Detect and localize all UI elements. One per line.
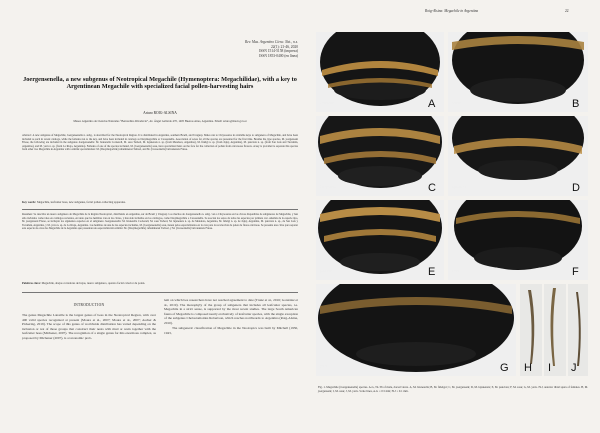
abstract: Abstract: A new subgenus of Megachile, Joergensenella n. subg., is described for the Neotropical Region. It is distributed in Argentina, southern Brazil, and Uruguay. Males run to Chrysosarus in available keys to subgenera of Megachile, and have been included as such in recent catalogs, while the females run to the key, and have been included in catalogs as Dasymegachile or Cressoniella. Association of sexes for all the species are presented for the first time. Besides the type species, M. joergenseni Friese, the following are included in the subgenus Joergensenella: M. brunerella Cockerell, M. sasu Tadwel, M. lujanensis n. sp. (from Mendoza, Argentina), M. fidelgi n. sp. (from Jujuy, Argentina), M. punctata n. sp. (from San Luis and Tucumán, Argentina), and M. yavu n. sp. (from La Rioja, Argentina). Females of one of the species included, M. (Joergensenella) sasu, have specialized hairs on the face for the collection of pollen from ericaceous flowers. A key is provided to separate this species from other two Megachile in Argentina with a similar specialization: M. (Dasymegachile) rubuminensi Tadwel, and M. (Cressoniella) bulcaniensis Friese. bbox=[22, 134, 298, 152]
paper-title: Joergensenella, a new subgenus of Neotropical Megachile (Hymenoptera: Megachilidae), with a key to Argentinean Megachile with specialized facial pollen-harvesting hairs bbox=[23, 76, 297, 91]
abdomen-photo bbox=[448, 200, 588, 280]
keywords-text: Megachile, leafcutter bees, new subgenus, facial pollen-collecting apparatus. bbox=[36, 200, 126, 204]
photo-panel-e bbox=[316, 200, 444, 280]
palabras-clave bbox=[22, 282, 298, 286]
abdomen-photo bbox=[316, 32, 444, 112]
issn-print: ISSN 1514-5158 (impresa) bbox=[259, 49, 298, 54]
palabras-clave-label: Palabras clave: bbox=[22, 281, 41, 285]
figure-caption: Fig. 1. Megachile (Joergensenella) species. A-G, T4-T6 of male, dorsal views. A, M. brunerella; B, M. fidelgoi; C, M. joergenseni; D, M. lujanensis; E, M. punctata; F, M. sasu; G, M. yavu. H-J, anterior tibial spurs of females. H, M. joergenseni; I, M. sasu; J, M. yavu. Scale lines, A-G = 0.5 mm; H-J = 0.1 mm. bbox=[318, 385, 588, 393]
divider bbox=[22, 209, 298, 210]
panel-letter: G bbox=[500, 362, 509, 374]
photo-panel-i bbox=[544, 284, 566, 376]
figure-plate bbox=[316, 32, 588, 382]
photo-panel-g bbox=[316, 284, 516, 376]
panel-letter: F bbox=[572, 266, 579, 278]
panel-species-label: brunerella bbox=[320, 101, 335, 105]
panel-letter: A bbox=[428, 98, 436, 110]
body-column-left: The genus Megachile Latreille is the largest genus of bees in the Neotropical Region, with over 400 valid species recognized at present (Moure et al., 2007; Moure et al., 2007; Ascher & Pickering, 2019). The scope of this genus of worldwide distribution has varied depending on the inclusion or not of those groups that construct their nests with mud or resin together with the leafcutter bees (Michener, 2007). The recognition of a single genus for this enormous complex, as proposed by Michener (2007), is a taxonomic prob- bbox=[22, 313, 156, 340]
abdomen-photo bbox=[316, 200, 444, 280]
panel-letter: J bbox=[571, 362, 577, 374]
photo-panel-j bbox=[568, 284, 588, 376]
journal-name: Rev. Mus. Argentino Cienc. Nat., n.s. bbox=[244, 40, 298, 44]
photo-panel-c bbox=[316, 116, 444, 196]
page-number: 22 bbox=[565, 9, 569, 13]
panel-letter: C bbox=[428, 182, 436, 194]
photo-panel-a bbox=[316, 32, 444, 112]
abdomen-photo bbox=[448, 116, 588, 196]
abdomen-photo bbox=[448, 32, 588, 112]
panel-letter: I bbox=[548, 362, 552, 374]
section-heading: INTRODUCTION bbox=[73, 303, 105, 307]
panel-letter: B bbox=[572, 98, 580, 110]
author: Arturo ROIG-ALSINA bbox=[143, 111, 177, 115]
palabras-clave-text: Megachile, abejas cortadoras de hojas, nuevo subgénero, aparato facial colector de polen. bbox=[41, 281, 146, 285]
journal-volume: 22(1): 21-46, 2020 bbox=[270, 44, 298, 49]
abdomen-photo bbox=[316, 284, 516, 376]
body-column-right bbox=[164, 298, 298, 335]
body-paragraph: lem on which bee researchers have not reached agreement to date (Trunz et al., 2016; González et al., 2019). The monophyly of the group of subgenera that includes all leafcutter species, i.e. Megachile in a strict sense, is supported by the most recent studies. The large South American fauna of Megachile is composed nearly exclusively of leafcutter species, with the single exception of the subgenus Chelostomoides Robertson, which reaches northwards to Argentina (Roig-Alsina, 2010). bbox=[164, 298, 298, 325]
journal-block bbox=[180, 40, 298, 58]
photo-panel-f bbox=[448, 200, 588, 280]
panel-species-label: fidelgoi bbox=[452, 101, 463, 105]
panel-species-label: sasu bbox=[452, 269, 459, 273]
affiliation: Museo Argentino de Ciencias Naturales “Bernardino Rivadavia”, Av. Ángel Gallardo 470, 1405 Buenos Aires, Argentina. Email: arturo@macn.gov.ar bbox=[73, 119, 247, 123]
photo-panel-h bbox=[520, 284, 542, 376]
panel-letter: H bbox=[524, 362, 532, 374]
running-head: Roig-Alsina: Megachile in Argentina bbox=[425, 9, 479, 13]
photo-panel-b bbox=[448, 32, 588, 112]
panel-species-label: punctata bbox=[320, 269, 333, 273]
abdomen-photo bbox=[316, 116, 444, 196]
panel-letter: E bbox=[428, 266, 436, 278]
resumen: Resumen: Se describe un nuevo subgénero de Megachile de la Región Neotropical, distribuido en Argentina, sur de Brasil y Uruguay. Los machos de Joergensenella n. subg. van a Chrysosarus en las claves disponibles de subgéneros de Megachile, y han sido incluidos como tales en catálogos recientes, en tanto que las hembras van en las claves, y han sido incluidas en los catálogos, como Dasymegachile o Cressoniella. Se asocian los sexos de todas las especies por primera vez. Además de la especie tipo, M. joergenseni Friese, se incluyen los siguientes especies en el subgénero Joergensenella: M. brunerella Cockerell, M. sasu Tadwel, M. lujanensis n. sp. de Mendoza, Argentina, M. fidelgi n. sp. de Jujuy, Argentina, M. punctata n. sp., de San Luis y Tucumán, Argentina, y M. yavu n. sp. de La Rioja, Argentina. Las hembras de una de las especies incluidas, M. (Joergensenella) sasu, tienen pelos especializados en la cara para la recolección de polen de flores ericáceas. Se presenta una clave para separar esta especie de otras dos Megachile de la Argentina que presentan una especialización similar: M. (Dasymegachile) rubuminensi Tadwel, y M. (Cressoniella) bulcaniensis Friese. bbox=[22, 213, 298, 231]
divider bbox=[22, 292, 298, 293]
body-paragraph: The subgeneric classification of Megachile in the Neotropics was built by Mitchell (1930, 1943, bbox=[164, 326, 298, 335]
panel-species-label: yavu bbox=[320, 364, 327, 368]
panel-letter: D bbox=[572, 182, 580, 194]
keywords bbox=[22, 201, 298, 205]
issn-online: ISSN 1853-0400 (en línea) bbox=[259, 53, 298, 58]
panel-species-label: lujanensis bbox=[452, 185, 467, 189]
keywords-label: Key words: bbox=[22, 200, 37, 204]
panel-species-label: joergenseni bbox=[320, 185, 337, 189]
photo-panel-d bbox=[448, 116, 588, 196]
